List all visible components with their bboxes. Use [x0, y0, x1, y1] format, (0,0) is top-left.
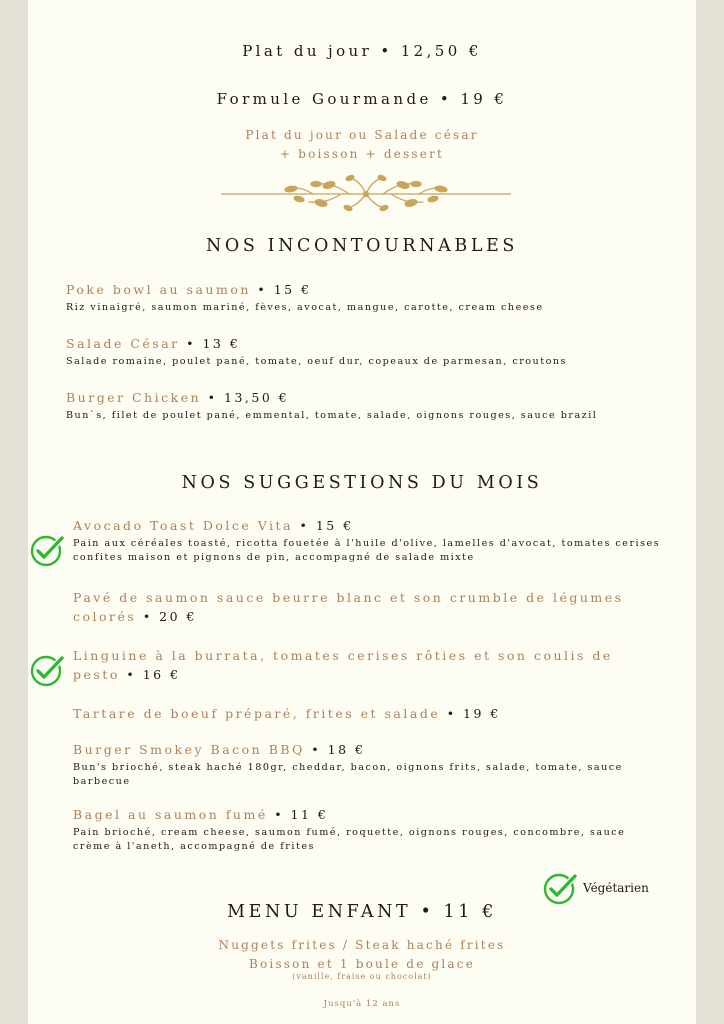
menu-item-price: • 15 €: [293, 518, 354, 533]
menu-enfant-age: Jusqu'à 12 ans: [323, 999, 401, 1009]
menu-item-name: Linguine à la burrata, tomates cerises rôties et son coulis de pesto: [73, 648, 613, 682]
vegetarian-legend-label: Végétarien: [583, 881, 649, 895]
menu-item-title: [73, 706, 501, 721]
vegetarian-check-icon: [30, 532, 66, 568]
menu-item-price: • 15 €: [250, 282, 312, 297]
menu-item-description: Pain aux céréales toasté, ricotta fouetée à l'huile d'olive, lamelles d'avocat, tomates cerises confites maison et pignons de pin, accompagné de salade mixte: [73, 538, 661, 563]
menu-item-name: Salade César: [66, 336, 180, 351]
menu-item-name: Bagel au saumon fumé: [73, 807, 268, 822]
menu-item-title: [73, 588, 653, 626]
menu-item-price: • 20 €: [136, 609, 197, 624]
menu-item-price: • 11 €: [267, 807, 329, 822]
menu-item-title: [66, 336, 240, 351]
menu-item-description: Bun`s, filet de poulet pané, emmental, tomate, salade, oignons rouges, sauce brazil: [66, 410, 598, 421]
menu-item-title: [73, 518, 354, 533]
formule-line2: + boisson + dessert: [279, 147, 445, 161]
menu-item-price: • 19 €: [440, 706, 501, 721]
menu-enfant-line2: Boisson et 1 boule de glace: [248, 957, 476, 971]
menu-item-price: • 18 €: [304, 742, 366, 757]
vegetarian-legend-icon: [543, 870, 579, 906]
menu-item-description: Salade romaine, poulet pané, tomate, oeuf dur, copeaux de parmesan, croutons: [66, 356, 567, 367]
menu-item-name: Poke bowl au saumon: [66, 282, 251, 297]
menu-enfant-line1: Nuggets frites / Steak haché frites: [218, 938, 506, 952]
menu-item-description: Bun's brioché, steak haché 180gr, cheddar, bacon, oignons frits, salade, tomate, sauce barbecue: [73, 762, 623, 787]
menu-item-title: [66, 390, 289, 405]
menu-item-title: [73, 807, 328, 822]
menu-enfant-heading: MENU ENFANT • 11 €: [227, 902, 497, 922]
menu-item-name: Burger Chicken: [66, 390, 202, 405]
menu-item-name: Pavé de saumon sauce beurre blanc et son crumble de légumes colorés: [73, 590, 624, 624]
section-suggestions-heading: NOS SUGGESTIONS DU MOIS: [181, 473, 543, 493]
plat-du-jour: Plat du jour • 12,50 €: [242, 42, 482, 60]
vegetarian-check-icon: [30, 652, 66, 688]
menu-item-name: Burger Smokey Bacon BBQ: [73, 742, 305, 757]
formule-title: Formule Gourmande • 19 €: [216, 90, 508, 108]
menu-item-title: [66, 282, 312, 297]
menu-enfant-note: (vanille, fraise ou chocolat): [292, 972, 432, 981]
menu-item-description: Riz vinaigré, saumon mariné, fèves, avocat, mangue, carotte, cream cheese: [66, 302, 544, 313]
menu-item-title: [73, 742, 365, 757]
menu-item-name: Avocado Toast Dolce Vita: [73, 518, 294, 533]
formule-line1: Plat du jour ou Salade césar: [245, 128, 479, 142]
section-incontournables-heading: NOS INCONTOURNABLES: [205, 236, 519, 256]
menu-item-price: • 13,50 €: [201, 390, 290, 405]
floral-divider-ornament: [221, 172, 511, 216]
menu-item-description: Pain brioché, cream cheese, saumon fumé, roquette, oignons rouges, concombre, sauce crème à l'aneth, accompagné de frites: [73, 827, 626, 852]
menu-item-title: [73, 646, 653, 684]
menu-item-price: • 16 €: [119, 667, 181, 682]
menu-item-name: Tartare de boeuf préparé, frites et salade: [73, 706, 441, 721]
menu-item-price: • 13 €: [179, 336, 241, 351]
